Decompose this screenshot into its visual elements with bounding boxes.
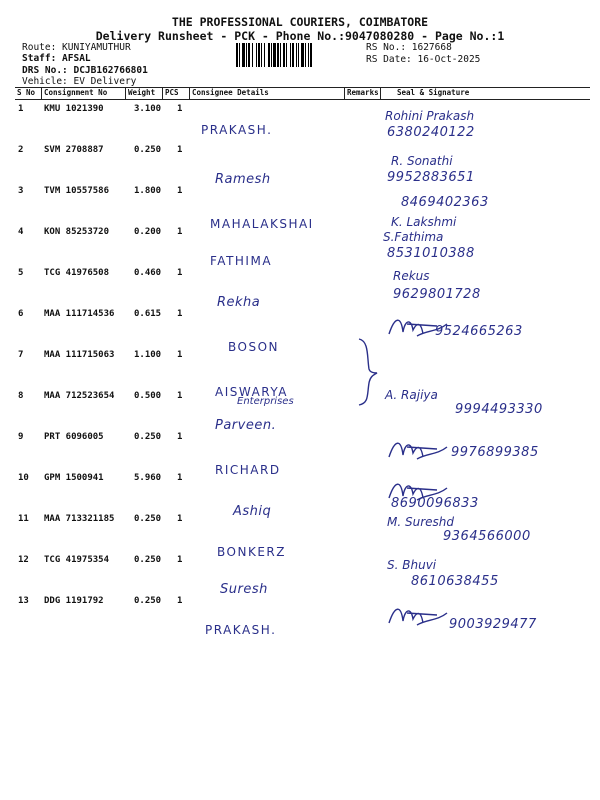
row-consignment-no: MAA 111715063 <box>44 350 115 360</box>
col-pcs: PCS <box>165 88 179 97</box>
col-weight: Weight <box>128 88 156 97</box>
row-sno: 2 <box>18 145 24 155</box>
col-divider <box>41 87 42 99</box>
row-pcs: 1 <box>177 596 183 606</box>
signature-phone: 9629801728 <box>393 287 481 302</box>
signature-phone: 9976899385 <box>451 445 539 460</box>
col-consignee: Consignee Details <box>192 88 269 97</box>
consignee-name: PRAKASH. <box>201 123 273 137</box>
row-weight: 0.250 <box>134 555 162 565</box>
staff-label: Staff: AFSAL <box>22 53 91 64</box>
signature-name: K. Lakshmi <box>391 215 457 229</box>
runsheet-table <box>15 87 590 657</box>
runsheet-subtitle: Delivery Runsheet - PCK - Phone No.:9047080280 - Page No.:1 <box>95 29 505 43</box>
signature-name: S. Bhuvi <box>387 558 437 572</box>
row-sno: 7 <box>18 350 24 360</box>
consignee-name: RICHARD <box>215 463 281 477</box>
row-weight: 0.200 <box>134 227 162 237</box>
row-consignment-no: DDG 1191792 <box>44 596 104 606</box>
row-weight: 0.250 <box>134 145 162 155</box>
signature-phone: 9994493330 <box>455 402 543 417</box>
signature-phone: 9364566000 <box>443 529 531 544</box>
bracket-mark-icon <box>355 337 379 407</box>
row-pcs: 1 <box>177 104 183 114</box>
signature-name: Rekus <box>393 269 430 283</box>
signature-phone: 8531010388 <box>387 246 475 261</box>
company-title: THE PROFESSIONAL COURIERS, COIMBATORE <box>171 15 429 29</box>
row-sno: 6 <box>18 309 24 319</box>
consignee-name: BONKERZ <box>217 545 286 559</box>
col-divider <box>344 87 345 99</box>
row-pcs: 1 <box>177 432 183 442</box>
signature-name: M. Sureshd <box>387 515 454 529</box>
row-pcs: 1 <box>177 391 183 401</box>
signature-scribble-icon <box>387 312 457 342</box>
consignee-name: Ramesh <box>215 172 271 187</box>
row-pcs: 1 <box>177 555 183 565</box>
row-pcs: 1 <box>177 514 183 524</box>
signature-phone: 8610638455 <box>411 574 499 589</box>
table-row <box>15 390 590 431</box>
row-weight: 3.100 <box>134 104 162 114</box>
col-seal: Seal & Signature <box>397 88 470 97</box>
table-row <box>15 103 590 144</box>
table-row <box>15 431 590 477</box>
consignee-name: Rekha <box>217 295 261 310</box>
signature-name: A. Rajiya <box>385 388 438 402</box>
consignee-name: Parveen. <box>215 418 277 433</box>
rs-date: RS Date: 16-Oct-2025 <box>366 54 481 65</box>
col-consignment: Consignment No <box>44 88 108 97</box>
row-sno: 10 <box>18 473 29 483</box>
row-pcs: 1 <box>177 350 183 360</box>
row-pcs: 1 <box>177 473 183 483</box>
consignee-name: FATHIMA <box>210 254 273 268</box>
rs-number: RS No.: 1627668 <box>366 42 452 53</box>
col-divider <box>189 87 190 99</box>
row-consignment-no: TVM 10557586 <box>44 186 110 196</box>
header-bottom-rule <box>15 99 590 100</box>
row-consignment-no: MAA 111714536 <box>44 309 115 319</box>
table-row <box>15 308 590 354</box>
route-label: Route: KUNIYAMUTHUR <box>22 42 131 53</box>
signature-phone: 8469402363 <box>401 195 489 210</box>
signature-phone: 8690096833 <box>391 496 479 511</box>
col-sno: S No <box>17 88 36 97</box>
consignee-name: AISWARYA <box>215 385 288 399</box>
consignee-name: Suresh <box>220 582 268 597</box>
signature-name: R. Sonathi <box>391 154 453 168</box>
table-row <box>15 595 590 636</box>
barcode-icon <box>236 43 360 67</box>
table-row <box>15 144 590 185</box>
signature-scribble-icon <box>387 601 457 631</box>
row-sno: 13 <box>18 596 29 606</box>
row-consignment-no: SVM 2708887 <box>44 145 104 155</box>
vehicle-label: Vehicle: EV Delivery <box>22 76 137 87</box>
consignee-name: MAHALAKSHAI <box>210 217 314 231</box>
consignee-name: Ashiq <box>233 504 272 519</box>
table-row <box>15 513 590 559</box>
row-consignment-no: PRT 6096005 <box>44 432 104 442</box>
signature-phone: 9003929477 <box>449 617 537 632</box>
signature-name: S.Fathima <box>383 230 444 244</box>
row-consignment-no: TCG 41976508 <box>44 268 110 278</box>
row-sno: 5 <box>18 268 24 278</box>
row-pcs: 1 <box>177 309 183 319</box>
signature-phone: 6380240122 <box>387 125 475 140</box>
signature-scribble-icon <box>387 435 457 465</box>
row-sno: 9 <box>18 432 24 442</box>
drs-number: DRS No.: DCJB162766801 <box>22 65 148 76</box>
row-sno: 3 <box>18 186 24 196</box>
table-row <box>15 554 590 595</box>
row-weight: 0.460 <box>134 268 162 278</box>
row-consignment-no: GPM 1500941 <box>44 473 104 483</box>
row-weight: 0.250 <box>134 596 162 606</box>
signature-name: Rohini Prakash <box>385 109 475 123</box>
col-remarks: Remarks <box>347 88 379 97</box>
row-sno: 12 <box>18 555 29 565</box>
col-divider <box>125 87 126 99</box>
row-pcs: 1 <box>177 145 183 155</box>
col-divider <box>162 87 163 99</box>
row-weight: 0.615 <box>134 309 162 319</box>
row-consignment-no: KMU 1021390 <box>44 104 104 114</box>
consignee-name: PRAKASH. <box>205 623 277 637</box>
row-weight: 1.800 <box>134 186 162 196</box>
row-sno: 1 <box>18 104 24 114</box>
row-weight: 5.960 <box>134 473 162 483</box>
table-row <box>15 267 590 308</box>
signature-phone: 9524665263 <box>435 324 523 339</box>
row-pcs: 1 <box>177 186 183 196</box>
row-consignment-no: MAA 712523654 <box>44 391 115 401</box>
row-weight: 1.100 <box>134 350 162 360</box>
row-sno: 4 <box>18 227 24 237</box>
row-consignment-no: MAA 713321185 <box>44 514 115 524</box>
signature-phone: 9952883651 <box>387 170 475 185</box>
row-weight: 0.500 <box>134 391 162 401</box>
table-row <box>15 226 590 267</box>
row-weight: 0.250 <box>134 514 162 524</box>
row-pcs: 1 <box>177 227 183 237</box>
consignee-note: Enterprises <box>237 396 294 407</box>
row-weight: 0.250 <box>134 432 162 442</box>
col-divider <box>380 87 381 99</box>
row-consignment-no: TCG 41975354 <box>44 555 110 565</box>
row-pcs: 1 <box>177 268 183 278</box>
table-row <box>15 185 590 231</box>
signature-scribble-icon <box>387 476 457 506</box>
row-sno: 8 <box>18 391 24 401</box>
row-consignment-no: KON 85253720 <box>44 227 110 237</box>
row-sno: 11 <box>18 514 29 524</box>
consignee-name: BOSON <box>228 340 280 354</box>
